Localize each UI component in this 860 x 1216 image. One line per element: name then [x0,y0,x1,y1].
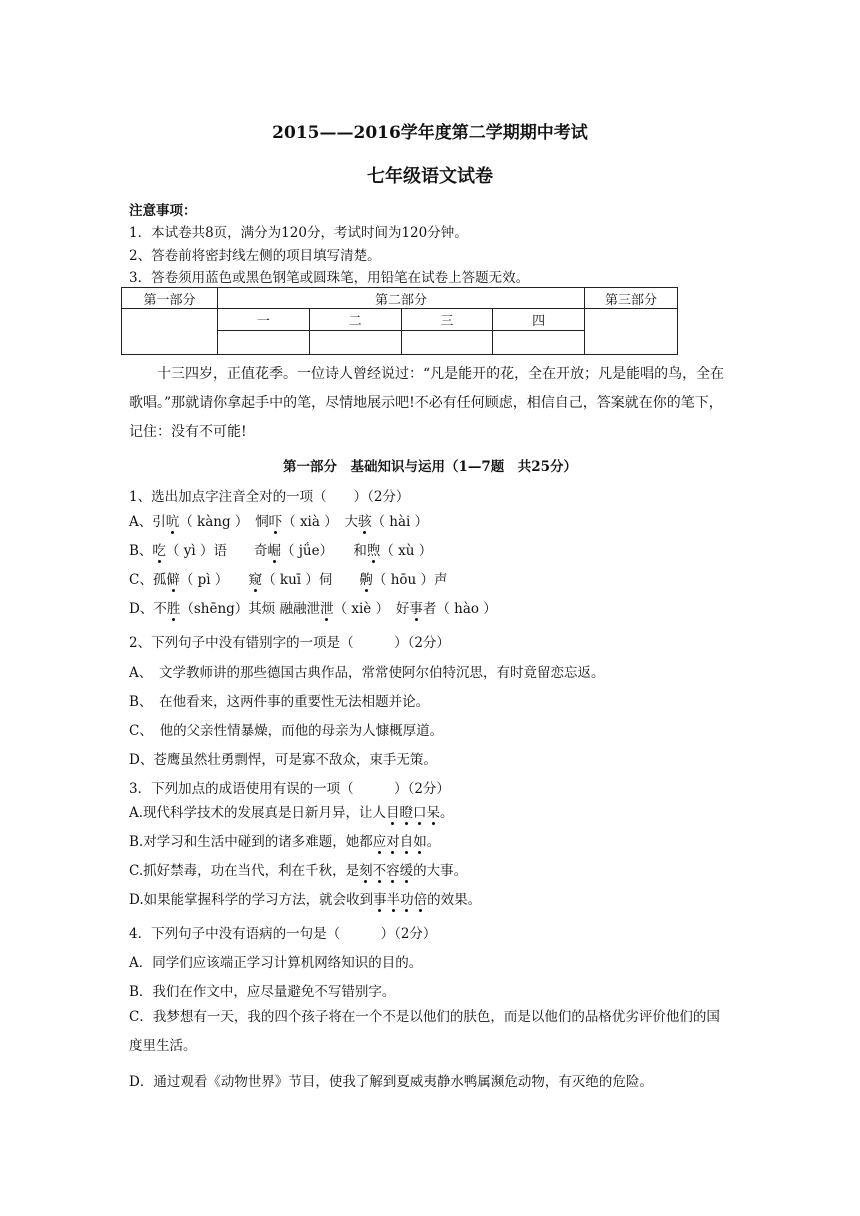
q1-stem: 1、选出加点字注音全对的一项（ ）（2分） [129,489,410,505]
q2-option-a: A、 文学教师讲的那些德国古典作品，常常使阿尔伯特沉思，有时竟留恋忘返。 [129,665,605,681]
score-sub-3: 三 [401,309,493,331]
q4-option-a: A．同学们应该端正学习计算机网络知识的目的。 [129,955,423,971]
q2-option-d: D、苍鹰虽然壮勇剽悍，可是寡不敌众，束手无策。 [129,752,437,768]
score-sub-2: 二 [309,309,401,331]
score-sub-4: 四 [493,309,585,331]
score-table [121,287,678,355]
score-cell-part1 [122,309,218,355]
q2-option-c: C、 他的父亲性情暴燥，而他的母亲为人慷概厚道。 [129,723,444,739]
note-item-3: 3．答卷须用蓝色或黑色钢笔或圆珠笔，用铅笔在试卷上答题无效。 [129,270,530,286]
score-cell-sub-3 [401,331,493,355]
q3-c-idiom: 刻不容缓 [359,863,414,879]
score-cell-part3 [585,309,678,355]
q3-option-a: A.现代科学技术的发展真是日新月异，让人目瞪口呆。 [129,805,454,821]
q2-option-b: B、 在他看来，这两件事的重要性无法相题并论。 [129,694,430,710]
notes-heading: 注意事项： [129,203,197,219]
q1-option-c: C、孤僻（ pì ） 窥（ kuī ）伺 齁（ hōu ）声 [129,572,448,588]
q3-d-idiom: 事半功倍 [373,892,428,908]
q4-option-d: D．通过观看《动物世界》节目，使我了解到夏威夷静水鸭属濒危动物，有灭绝的危险。 [129,1074,653,1090]
q1-option-d: D、不胜（shēng）其烦 融融泄泄（ xiè ） 好事者（ hào ） [129,601,497,617]
score-header-part3: 第三部分 [585,288,678,309]
q3-b-idiom: 应对自如 [372,834,427,850]
q3-a-idiom: 目瞪口呆 [386,805,441,821]
q4-option-b: B．我们在作文中，应尽量避免不写错别字。 [129,984,396,1000]
score-cell-sub-1 [218,331,310,355]
exam-subtitle: 七年级语文试卷 [367,166,493,187]
q4-stem: 4．下列句子中没有语病的一句是（ ）（2分） [129,926,437,942]
q1-option-b: B、吃（ yì ）语 奇崛（ jǘe） 和煦（ xù ） [129,543,433,559]
score-cell-sub-2 [309,331,401,355]
note-item-1: 1．本试卷共8页，满分为120分，考试时间为120分钟。 [129,225,468,241]
score-cell-sub-4 [493,331,585,355]
q3-stem: 3．下列加点的成语使用有误的一项（ ）（2分） [129,781,450,797]
score-header-part1: 第一部分 [122,288,218,309]
note-item-2: 2、答卷前将密封线左侧的项目填写清楚。 [129,248,381,264]
q4-option-c: C．我梦想有一天，我的四个孩子将在一个不是以他们的肤色，而是以他们的品格优劣评价他们的国度里生活。 [129,1009,720,1054]
exam-title: 2015——2016学年度第二学期期中考试 [272,123,588,143]
q2-stem: 2、下列句子中没有错别字的一项是（ ）（2分） [129,635,450,651]
score-header-part2: 第二部分 [218,288,585,309]
section-heading: 第一部分 基础知识与运用（1—7题 共25分） [282,459,578,475]
q3-option-b: B.对学习和生活中碰到的诸多难题，她都应对自如。 [129,834,441,850]
q3-option-d: D.如果能掌握科学的学习方法，就会收到事半功倍的效果。 [129,892,482,908]
q1-option-a: A、引吭（ kàng ） 恫吓（ xià ） 大骇（ hài ） [129,514,429,530]
score-sub-1: 一 [218,309,310,331]
q3-option-c: C.抓好禁毒，功在当代，利在千秋，是刻不容缓的大事。 [129,863,468,879]
intro-paragraph: 十三四岁，正值花季。一位诗人曾经说过：“凡是能开的花，全在开放；凡是能唱的鸟，全在歌唱。”那就请你拿起手中的笔，尽情地展示吧!不必有任何顾虑，相信自己，答案就在你的笔下，记住：没有不可能! [129,366,725,440]
